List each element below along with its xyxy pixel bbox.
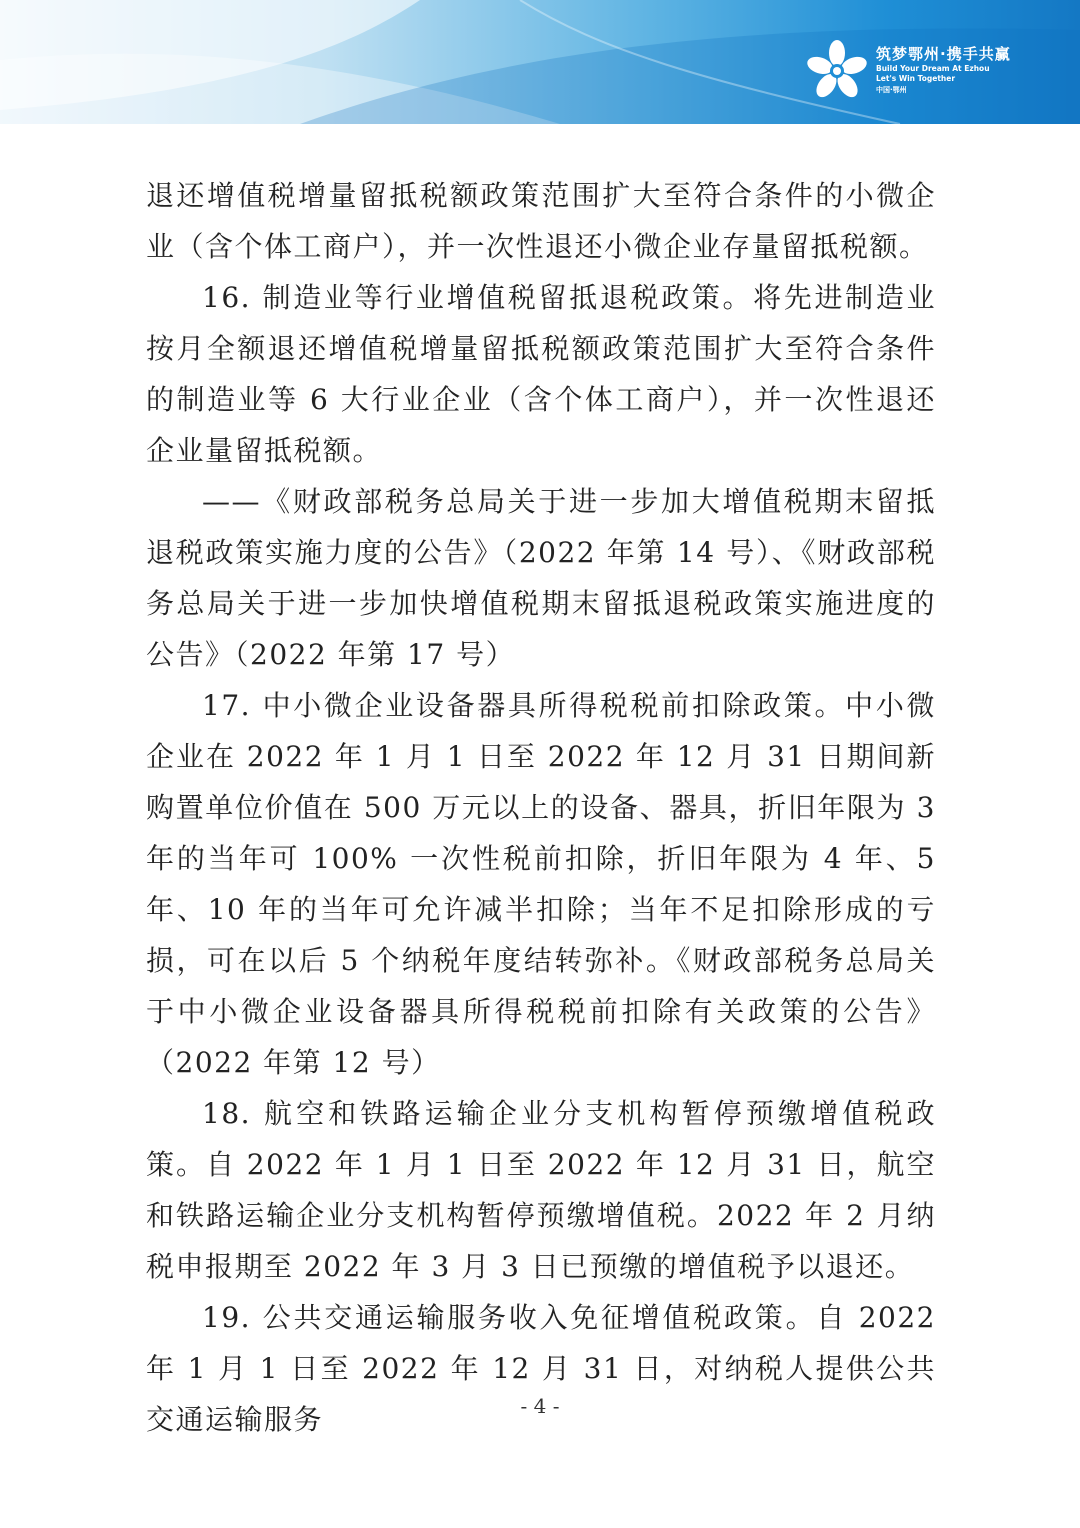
header-banner: [0, 0, 1080, 124]
logo-location: 中国·鄂州: [876, 86, 907, 94]
paragraph-continuation: 退还增值税增量留抵税额政策范围扩大至符合条件的小微企业（含个体工商户），并一次性退还小微企业存量留抵税额。: [146, 179, 936, 263]
paragraph-item-17: 17. 中小微企业设备器具所得税税前扣除政策。中小微企业在 2022 年 1 月 1 日至 2022 年 12 月 31 日期间新购置单位价值在 500 万元以上的设备、器具，折旧年限为 3 年的当年可 100% 一次性税前扣除，折旧年限为 4 年、5 年、10 年的当年可允许减半扣除；当年不足扣除形成的亏损，可在以后 5 个纳税年度结转弥补。《财政部税务总局关于中小微企业设备器具所得税税前扣除有关政策的公告》（2022 年第 12 号）: [146, 689, 936, 1079]
page-number: - 4 -: [520, 1394, 560, 1418]
paragraph-item-18: 18. 航空和铁路运输企业分支机构暂停预缴增值税政策。自 2022 年 1 月 1 日至 2022 年 12 月 31 日，航空和铁路运输企业分支机构暂停预缴增值税。2022 年 2 月纳税申报期至 2022 年 3 月 3 日已预缴的增值税予以退还。: [146, 1097, 936, 1283]
document-body: [146, 170, 936, 1445]
logo-text: [876, 44, 1011, 96]
paragraph-citation: ——《财政部税务总局关于进一步加大增值税期末留抵退税政策实施力度的公告》（2022 年第 14 号）、《财政部税务总局关于进一步加快增值税期末留抵退税政策实施进度的公告》（2022 年第 17 号）: [146, 485, 936, 671]
logo-slogan-cn: 筑梦鄂州·携手共赢: [876, 45, 1011, 63]
flower-logo-icon: [804, 38, 870, 104]
logo-slogan-en-1: Build Your Dream At Ezhou: [876, 64, 990, 73]
logo-slogan-en-2: Let's Win Together: [876, 74, 956, 83]
paragraph-item-19: 19. 公共交通运输服务收入免征增值税政策。自 2022 年 1 月 1 日至 2022 年 12 月 31 日，对纳税人提供公共交通运输服务: [146, 1301, 936, 1436]
paragraph-item-16: 16. 制造业等行业增值税留抵退税政策。将先进制造业按月全额退还增值税增量留抵税额政策范围扩大至符合条件的制造业等 6 大行业企业（含个体工商户），并一次性退还企业量留抵税额。: [146, 281, 936, 467]
